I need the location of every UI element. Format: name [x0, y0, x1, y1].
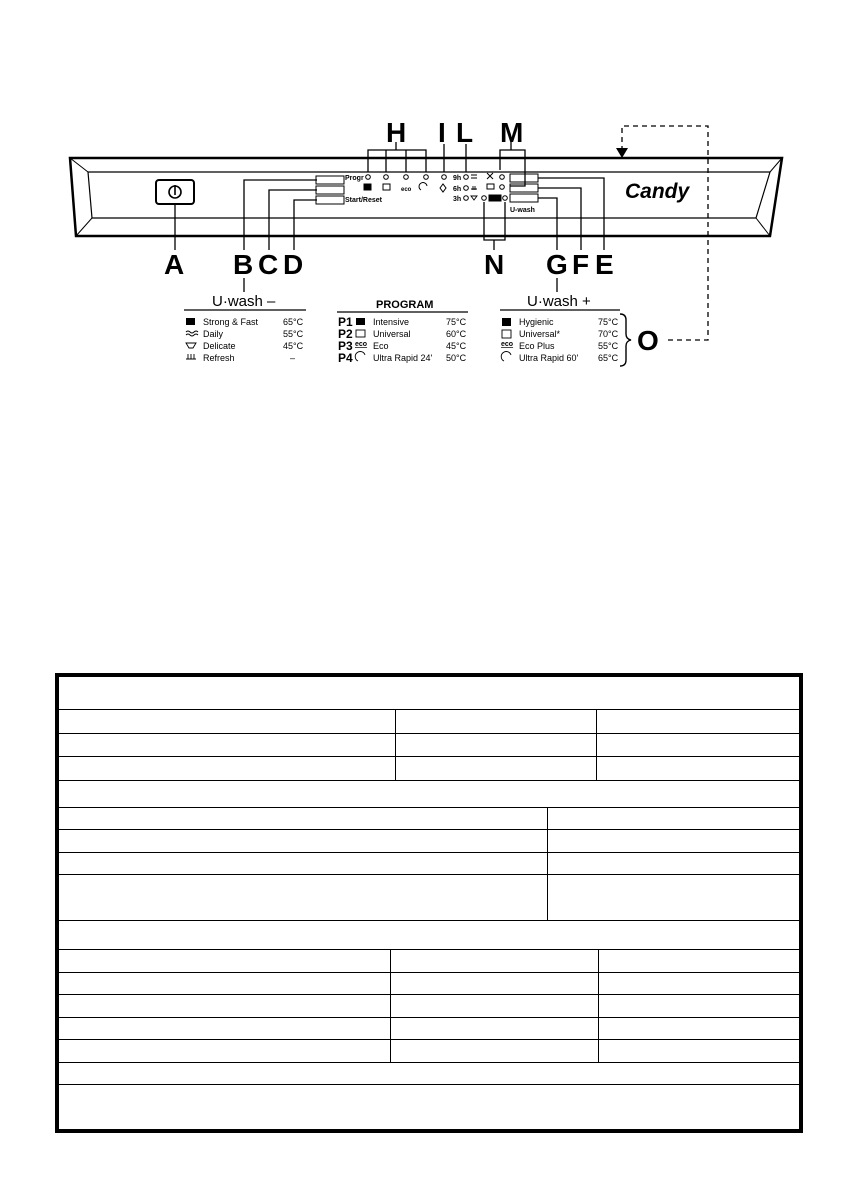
delay-9h-label: 9h	[453, 175, 462, 182]
legend-plus-row-temp: 55°C	[598, 341, 619, 351]
progr-label: Progr	[345, 175, 364, 182]
brand-logo: Candy	[625, 180, 690, 203]
glass-icon	[471, 196, 477, 200]
rapid-60-icon	[501, 352, 511, 361]
program-leds	[366, 175, 447, 180]
program-code: P4	[338, 351, 353, 365]
callout-f: F	[572, 249, 590, 280]
legend-program-title: PROGRAM	[376, 299, 434, 311]
legend-uwash-minus	[184, 293, 306, 363]
legend-plus-row-name: Universal*	[519, 329, 561, 339]
program-name: Eco	[373, 341, 389, 351]
legend-plus-row-name: Eco Plus	[519, 341, 555, 351]
callout-l: L	[456, 117, 474, 148]
legend-minus-row-temp: 55°C	[283, 329, 304, 339]
legend-minus-row-name: Delicate	[203, 341, 236, 351]
callout-d: D	[283, 249, 304, 280]
program-temp: 50°C	[446, 353, 467, 363]
callout-c: C	[258, 249, 279, 280]
pot-icon	[356, 318, 365, 325]
warning-indicators	[482, 195, 508, 201]
legend-plus-row-temp: 75°C	[598, 317, 619, 327]
program-name: Universal	[373, 329, 411, 339]
power-button[interactable]	[156, 180, 194, 204]
pan-icon	[383, 184, 390, 190]
table-row	[59, 757, 799, 781]
table-row	[59, 950, 799, 973]
uwash-leds	[487, 173, 504, 189]
program-code: P3	[338, 339, 353, 353]
left-buttons[interactable]	[316, 176, 344, 204]
legend-plus-row-name: Hygienic	[519, 317, 554, 327]
program-icons	[364, 183, 446, 193]
program-temp: 75°C	[446, 317, 467, 327]
legend-minus-row-name: Refresh	[203, 353, 235, 363]
callout-a: A	[164, 249, 185, 280]
program-code: P2	[338, 327, 353, 341]
shower-icon	[186, 354, 196, 359]
table-row	[59, 677, 799, 710]
half-load-icon	[440, 184, 446, 192]
brace	[620, 314, 631, 366]
rapid-24-icon	[419, 183, 427, 190]
shower-icon	[471, 186, 477, 190]
callout-o: O	[637, 325, 659, 356]
legend-plus-title: U·wash +	[527, 293, 591, 310]
program-temp: 60°C	[446, 329, 467, 339]
table-row	[59, 1063, 799, 1085]
delay-icons	[471, 175, 477, 200]
table-row	[59, 853, 799, 875]
callout-n: N	[484, 249, 505, 280]
callout-g: G	[546, 249, 568, 280]
pot-icon	[186, 318, 195, 325]
callout-b: B	[233, 249, 254, 280]
pot-icon	[364, 184, 371, 190]
table-row	[59, 808, 799, 830]
rapid-24-icon	[355, 352, 365, 361]
legend-minus-row-name: Strong & Fast	[203, 317, 259, 327]
legend-plus-row-temp: 65°C	[598, 353, 619, 363]
legend-minus-row-temp: –	[290, 353, 296, 363]
uwash-panel-label: U-wash	[510, 207, 535, 214]
legend-plus-row-temp: 70°C	[598, 329, 619, 339]
eco-icon: eco	[401, 187, 412, 193]
waves-icon	[186, 331, 198, 336]
callout-i: I	[438, 117, 446, 148]
hygienic-icon	[502, 318, 511, 326]
program-name: Ultra Rapid 24'	[373, 353, 433, 363]
program-temp: 45°C	[446, 341, 467, 351]
program-name: Intensive	[373, 317, 410, 327]
no-rinse-icon	[487, 173, 493, 179]
universal-plus-icon	[502, 330, 511, 338]
dry-icon	[471, 175, 477, 178]
table-row	[59, 734, 799, 757]
legend-minus-row-temp: 45°C	[283, 341, 304, 351]
eco-icon: eco	[355, 341, 368, 348]
legend-uwash-plus	[500, 293, 631, 366]
pan-icon	[356, 330, 365, 337]
table-row	[59, 995, 799, 1018]
arrow-head-icon	[616, 148, 628, 158]
table-row	[59, 973, 799, 995]
table-row	[59, 830, 799, 853]
delay-leds	[464, 175, 469, 201]
delay-3h-label: 3h	[453, 196, 462, 203]
callout-m: M	[500, 117, 524, 148]
callout-e: E	[595, 249, 614, 280]
table-row	[59, 875, 799, 921]
right-buttons[interactable]	[510, 174, 538, 202]
legend-minus-row-temp: 65°C	[283, 317, 304, 327]
table-row	[59, 921, 799, 950]
table-row	[59, 1040, 799, 1063]
glass-icon	[186, 343, 196, 348]
legend-minus-title: U·wash –	[212, 293, 276, 310]
table-row	[59, 710, 799, 734]
basket-icon	[487, 184, 494, 189]
eco-icon: eco	[501, 341, 514, 348]
legend-plus-row-name: Ultra Rapid 60'	[519, 353, 579, 363]
program-code: P1	[338, 315, 353, 329]
table-row	[59, 781, 799, 808]
empty-data-table	[55, 673, 803, 1133]
callout-h: H	[386, 117, 407, 148]
legend-minus-row-name: Daily	[203, 329, 224, 339]
start-reset-label: Start/Reset	[345, 197, 382, 204]
legend-program	[337, 299, 468, 365]
table-row	[59, 1018, 799, 1040]
delay-6h-label: 6h	[453, 186, 462, 193]
